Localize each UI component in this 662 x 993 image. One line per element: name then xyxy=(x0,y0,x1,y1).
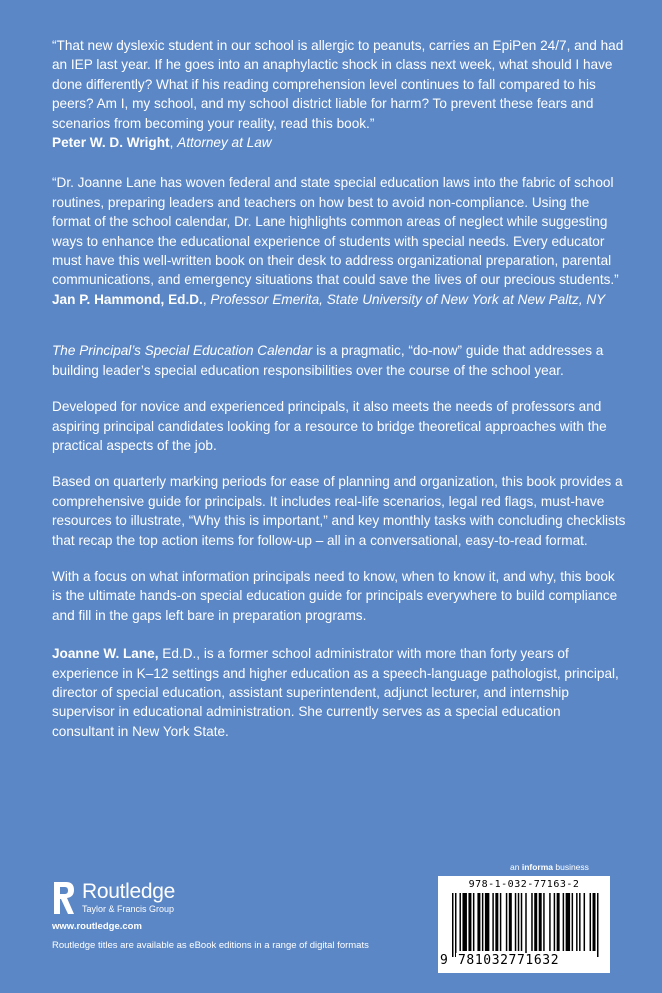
informa-brand: informa xyxy=(521,862,553,872)
quote-text: “That new dyslexic student in our school is allergic to peanuts, carries an EpiPen 24/7, and had an IEP last year. If he goes into an anaphylactic shock in class next week, what should I have done differently? What if his reading comprehension level continues to fall compared to his peers? Am I, my school, and my school district liable for harm? To prevent these fears and scenarios from becoming your reality, read this book.” xyxy=(52,38,624,131)
quote-author: Peter W. D. Wright xyxy=(52,135,170,151)
quote-attribution: Peter W. D. Wright, Attorney at Law xyxy=(52,135,272,151)
book-title: The Principal’s Special Education Calendar xyxy=(52,343,313,359)
routledge-logo xyxy=(52,880,312,920)
barcode-bar xyxy=(473,893,474,951)
barcode-bar xyxy=(468,893,471,951)
barcode-bar xyxy=(509,893,512,951)
author-name: Joanne W. Lane, xyxy=(52,646,159,662)
barcode-bar xyxy=(593,893,596,951)
barcode-bar xyxy=(554,893,555,951)
barcode-bar xyxy=(566,893,570,951)
quote-author-role: Professor Emerita, State University of New York at New Paltz, NY xyxy=(210,291,606,307)
barcode-bar xyxy=(500,893,501,951)
author-bio-text: Ed.D., is a former school administrator with more than forty years of experience in K–12 settings and higher education as a speech-language pathologist, principal, director of special education, assistant superintendent, adjunct lecturer, and internship supervisor in educational administration. She currently serves as a special education consultant in New York State. xyxy=(52,646,619,739)
endorsement-hammond xyxy=(52,173,626,309)
barcode-bar xyxy=(485,893,489,951)
informa-prefix: an xyxy=(510,862,522,872)
barcode-bar xyxy=(455,893,456,957)
barcode-bar xyxy=(495,893,498,951)
barcode-bars xyxy=(452,893,600,957)
barcode-bar xyxy=(597,893,598,957)
isbn-number: 978-1-032-77163-2 xyxy=(468,879,580,890)
barcode-bar xyxy=(525,893,526,957)
barcode-bar xyxy=(579,893,580,951)
barcode-bar xyxy=(557,893,560,951)
barcode-bar xyxy=(459,893,460,951)
barcode-bar xyxy=(477,893,480,951)
barcode-bar xyxy=(563,893,564,951)
barcode-bar xyxy=(492,893,493,951)
quote-attribution: Jan P. Hammond, Ed.D., Professor Emerita, State University of New York at New Paltz, NY xyxy=(52,291,606,307)
barcode-bar xyxy=(539,893,542,951)
barcode-bar xyxy=(515,893,516,951)
barcode-bar xyxy=(584,893,585,951)
informa-business-tag xyxy=(510,862,610,872)
informa-suffix: business xyxy=(553,862,589,872)
routledge-r-icon xyxy=(52,880,76,916)
barcode-bar xyxy=(572,893,573,951)
isbn-barcode xyxy=(438,876,610,973)
barcode-bar xyxy=(482,893,483,951)
endorsement-wright xyxy=(52,36,626,152)
quote-author: Jan P. Hammond, Ed.D. xyxy=(52,291,203,307)
barcode-bar xyxy=(506,893,507,951)
barcode-bar xyxy=(462,893,466,951)
publisher-group: Taylor & Francis Group xyxy=(82,904,175,914)
barcode-first-digit: 9 xyxy=(440,953,449,968)
barcode-bar xyxy=(543,893,544,951)
ebook-note: Routledge titles are available as eBook editions in a range of digital formats xyxy=(52,940,369,951)
back-cover-text xyxy=(52,36,626,741)
barcode-bar xyxy=(452,893,453,957)
barcode-bar xyxy=(534,893,537,951)
description-paragraph-4: With a focus on what information principals need to know, when to know it, and why, this book is the ultimate hands-on special education guide for principals everywhere to build compliance and fill in the gaps left bare in preparation programs. xyxy=(52,568,618,623)
barcode-remaining-digits: 781032771632 xyxy=(458,953,560,968)
quote-author-role: Attorney at Law xyxy=(177,135,272,151)
barcode-bar xyxy=(590,893,591,951)
description-paragraph-2: Developed for novice and experienced principals, it also meets the needs of professors and aspiring principal candidates looking for a resource to bridge theoretical approaches with the practical aspects of the job. xyxy=(52,399,607,453)
barcode-bar xyxy=(549,893,550,951)
author-bio xyxy=(52,644,626,741)
quote-text: “Dr. Joanne Lane has woven federal and state special education laws into the fabric of school routines, preparing leaders and teachers on how best to avoid non-compliance. Using the format of the school calendar, Dr. Lane highlights common areas of neglect while suggesting ways to enhance the educational experience of students with special needs. Every educator must have this well-written book on their desk to address organizational preparation, parental communications, and emergency situations that could save the lives of our precious students.” xyxy=(52,175,619,288)
barcode-bar xyxy=(518,893,519,951)
barcode-bar xyxy=(531,893,532,951)
barcode-bar xyxy=(576,893,577,951)
description-paragraph-1 xyxy=(52,341,626,380)
publisher-website: www.routledge.com xyxy=(52,921,142,932)
description-text: is a pragmatic, “do-now” guide that addresses a building leader’s special education responsibilities over the course of the school year. xyxy=(52,343,604,378)
description-paragraph-3: Based on quarterly marking periods for ease of planning and organization, this book provides a comprehensive guide for principals. It includes real-life scenarios, legal red flags, must-have resources to illustrate, “Why this is important,” and key monthly tasks with concluding checklists that recap the top action items for follow-up – all in a conversational, easy-to-read format. xyxy=(52,474,626,548)
publisher-name: Routledge xyxy=(82,880,176,903)
barcode-bar xyxy=(521,893,522,951)
